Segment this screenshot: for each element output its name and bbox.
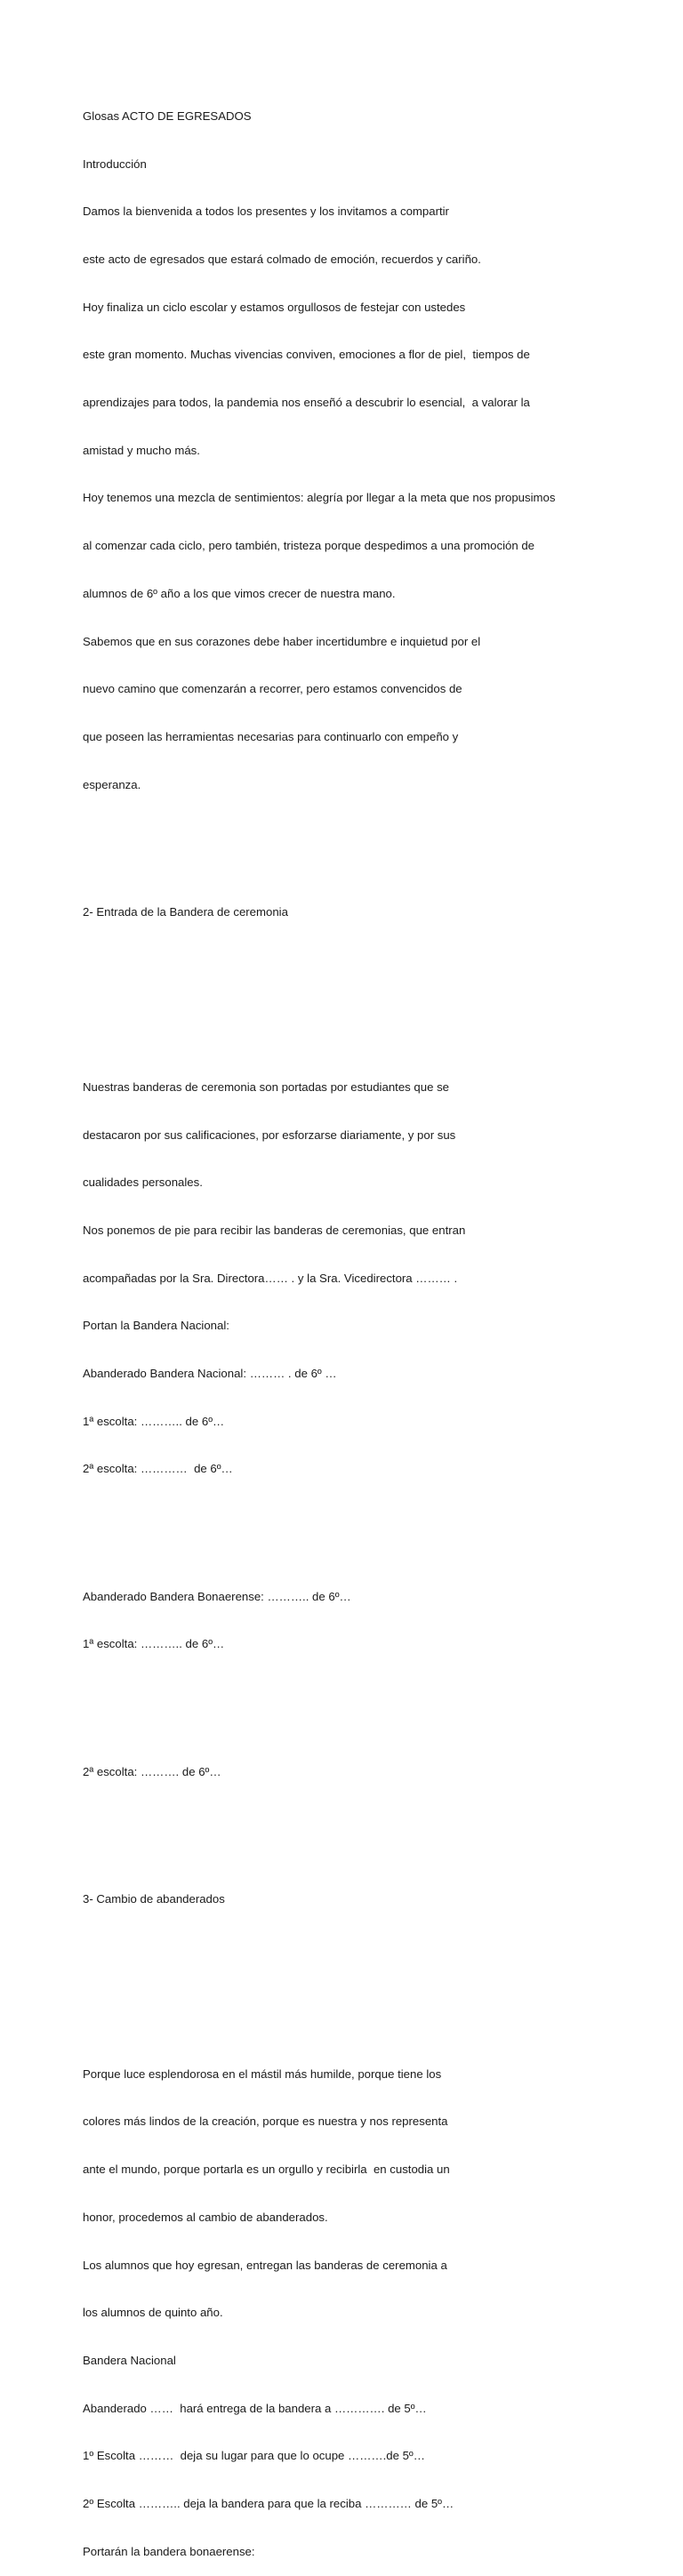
section-3-line: Porque luce esplendorosa en el mástil más humilde, porque tiene los xyxy=(83,2066,442,2081)
section-2-line: 1ª escolta: ……….. de 6º… xyxy=(83,1414,225,1428)
blank-line xyxy=(83,1827,634,1843)
intro-line: esperanza. xyxy=(83,777,141,791)
section-3-line: colores más lindos de la creación, porque es nuestra y nos representa xyxy=(83,2115,448,2129)
section-2-line: cualidades personales. xyxy=(83,1176,203,1190)
intro-line: al comenzar cada ciclo, pero también, tristeza porque despedimos a una promoción de xyxy=(83,539,535,553)
intro-line: amistad y mucho más. xyxy=(83,443,200,457)
document-title: Glosas ACTO DE EGRESADOS xyxy=(83,108,252,123)
intro-line: aprendizajes para todos, la pandemia nos enseñó a descubrir lo esencial, a valorar la xyxy=(83,396,530,410)
section-3-line: 1º Escolta ……… deja su lugar para que lo ocupe ……….de 5º… xyxy=(83,2449,425,2463)
intro-line: Hoy finaliza un ciclo escolar y estamos orgullosos de festejar con ustedes xyxy=(83,300,466,314)
section-3-line: Portarán la bandera bonaerense: xyxy=(83,2544,255,2558)
intro-line: que poseen las herramientas necesarias para continuarlo con empeño y xyxy=(83,729,459,743)
blank-line xyxy=(83,1954,634,1970)
blank-line xyxy=(83,1700,634,1716)
intro-line: Damos la bienvenida a todos los presentes y los invitamos a compartir xyxy=(83,205,449,219)
section-3-line: Bandera Nacional xyxy=(83,2353,176,2367)
intro-line: este acto de egresados que estará colmado de emoción, recuerdos y cariño. xyxy=(83,252,481,266)
section-2-line: acompañadas por la Sra. Directora…… . y la Sra. Vicedirectora ……… . xyxy=(83,1271,458,1285)
section-2-line: Nos ponemos de pie para recibir las banderas de ceremonias, que entran xyxy=(83,1223,466,1237)
document-page xyxy=(83,76,634,2576)
intro-line: Hoy tenemos una mezcla de sentimientos: alegría por llegar a la meta que nos propusimos xyxy=(83,491,556,505)
section-3-line: honor, procedemos al cambio de abanderados. xyxy=(83,2210,328,2224)
section-2-line: 2ª escolta: ………… de 6º… xyxy=(83,1462,233,1476)
section-2-line: Portan la Bandera Nacional: xyxy=(83,1319,229,1333)
section-2-line: Nuestras banderas de ceremonia son portadas por estudiantes que se xyxy=(83,1079,449,1094)
blank-line xyxy=(83,1525,634,1541)
intro-line: Sabemos que en sus corazones debe haber incertidumbre e inquietud por el xyxy=(83,634,481,648)
blank-line xyxy=(83,967,634,983)
section-2-line: 2ª escolta: ………. de 6º… xyxy=(83,1764,221,1778)
section-3-line: 2º Escolta ……….. deja la bandera para que la reciba ………… de 5º… xyxy=(83,2497,454,2511)
intro-heading: Introducción xyxy=(83,156,147,171)
section-3-line: Abanderado …… hará entrega de la bandera a …………. de 5º… xyxy=(83,2401,427,2415)
section-3-line: los alumnos de quinto año. xyxy=(83,2306,223,2320)
section-3-heading: 3- Cambio de abanderados xyxy=(83,1891,225,1906)
section-3-line: Los alumnos que hoy egresan, entregan las banderas de ceremonia a xyxy=(83,2258,447,2272)
intro-line: alumnos de 6º año a los que vimos crecer de nuestra mano. xyxy=(83,586,396,600)
blank-line xyxy=(83,840,634,856)
section-2-line: destacaron por sus calificaciones, por esforzarse diariamente, y por sus xyxy=(83,1128,456,1142)
section-2-line: Abanderado Bandera Bonaerense: ……….. de 6º… xyxy=(83,1589,351,1603)
section-3-line: ante el mundo, porque portarla es un orgullo y recibirla en custodia un xyxy=(83,2163,450,2177)
blank-line xyxy=(83,1015,634,1031)
intro-line: este gran momento. Muchas vivencias conviven, emociones a flor de piel, tiempos de xyxy=(83,348,530,362)
section-2-line: Abanderado Bandera Nacional: ……… . de 6º … xyxy=(83,1367,337,1381)
section-2-heading: 2- Entrada de la Bandera de ceremonia xyxy=(83,904,288,919)
section-2-line: 1ª escolta: ……….. de 6º… xyxy=(83,1637,225,1651)
blank-line xyxy=(83,2002,634,2018)
intro-line: nuevo camino que comenzarán a recorrer, pero estamos convencidos de xyxy=(83,682,462,696)
